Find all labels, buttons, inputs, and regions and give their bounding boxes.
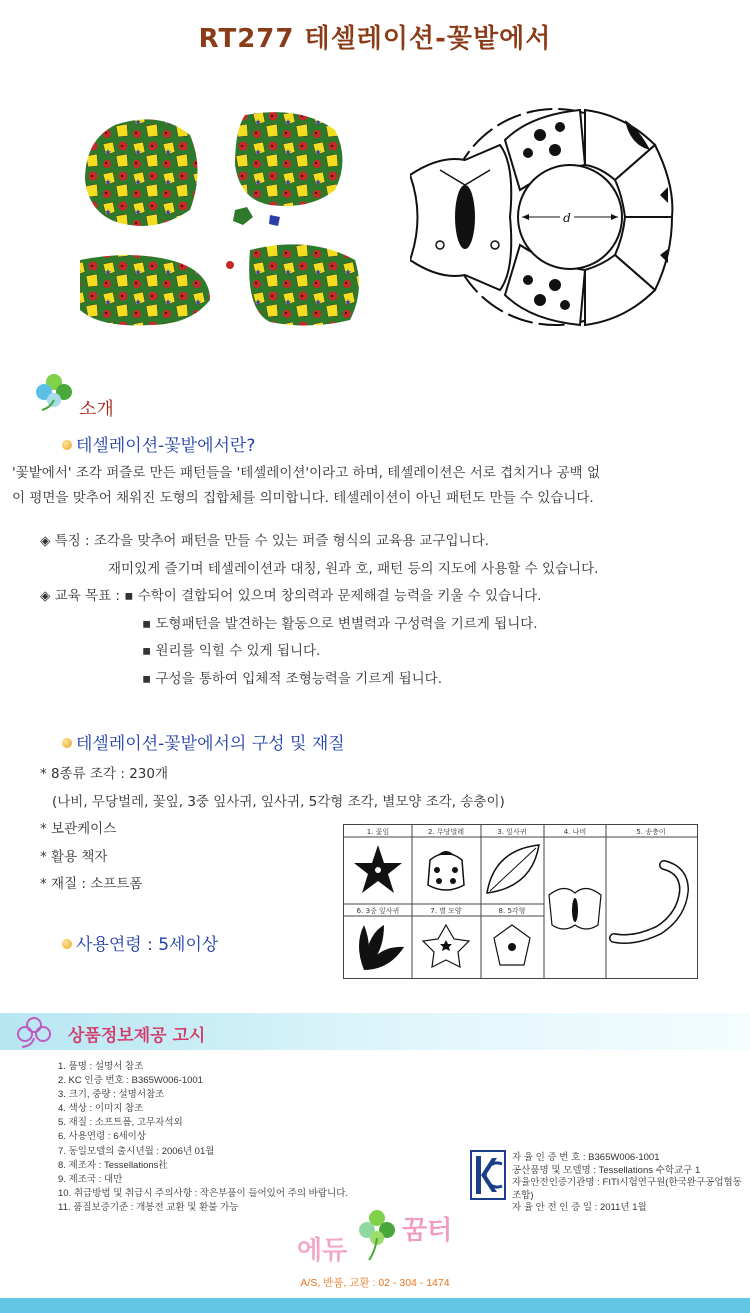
brand-left: 에듀	[297, 1236, 348, 1266]
bullet-icon	[62, 939, 72, 949]
caterpillar-piece-icon	[614, 865, 684, 939]
piece-label: 2. 무당벌레	[428, 828, 464, 836]
bottom-bar	[0, 1298, 750, 1313]
triple-leaf-piece-icon	[359, 925, 404, 970]
intro-what-heading	[62, 431, 255, 456]
composition-item: * 8종류 조각 : 230개	[40, 766, 169, 782]
intro-what-title: 테셀레이션-꽃밭에서란?	[76, 436, 256, 456]
intro-section-title: 소개	[79, 399, 114, 420]
diagram-d-label: d	[563, 211, 571, 225]
ladybug-piece-icon	[428, 851, 464, 890]
composition-heading	[62, 729, 345, 754]
composition-item: * 활용 책자	[40, 848, 108, 865]
flower-piece-icon	[354, 845, 402, 893]
goal-item: ▪ 수학이 결합되어 있으며 창의력과 문제해결 능력을 키울 수 있습니다.	[124, 588, 542, 604]
kc-line: 자 율 안 전 인 증 일 : 2011년 1월	[512, 1202, 647, 1213]
notice-line: 7. 동일모델의 출시년월 : 2006년 01월	[58, 1145, 215, 1157]
composition-item: * 보관케이스	[40, 821, 117, 837]
brand-right: 꿈터	[402, 1216, 453, 1246]
star-piece-icon	[423, 925, 469, 967]
butterfly-piece-icon	[549, 888, 601, 929]
kc-line: 자율안전인증기관명 : FITI시험연구원(한국완구공업협동조합)	[512, 1177, 742, 1201]
piece-label: 4. 나비	[563, 828, 587, 836]
notice-line: 1. 품명 : 설명서 참조	[58, 1061, 144, 1072]
intro-paragraph	[12, 461, 740, 511]
age-row	[62, 930, 218, 955]
feature-line: 재미있게 즐기며 테셀레이션과 대칭, 원과 호, 패턴 등의 지도에 사용할 수 있습니다.	[108, 560, 599, 577]
leaf-piece-icon	[487, 845, 539, 893]
notice-line: 6. 사용연령 : 6세이상	[58, 1131, 147, 1143]
piece-label: 8. 5각형	[498, 907, 526, 915]
notice-line: 3. 크기, 중량 : 설명서참조	[58, 1089, 165, 1101]
piece-label: 5. 송충이	[636, 828, 666, 836]
clover-icon	[14, 1016, 54, 1048]
pentagon-piece-icon	[494, 925, 530, 965]
clover-icon	[32, 372, 76, 412]
notice-line: 8. 제조자 : Tessellations社	[58, 1159, 168, 1171]
kc-line: 자 율 인 증 번 호 : B365W006-1001	[512, 1152, 660, 1163]
contact-line: A/S, 반품, 교환 : 02 - 304 - 1474	[300, 1277, 450, 1289]
piece-label: 1. 꽃잎	[366, 828, 390, 836]
intro-paragraph-line: '꽃밭에서' 조각 퍼즐로 만든 패턴들을 '테셀레이션'이라고 하며, 테셀레이션은 서로 겹치거나 공백 없	[12, 465, 600, 481]
goal-label: ◈ 교육 목표 :	[40, 588, 120, 604]
composition-item: (나비, 무당벌레, 꽃잎, 3중 잎사귀, 잎사귀, 5각형 조각, 별모양 조각, 송충이)	[52, 793, 505, 810]
kc-mark-icon	[470, 1150, 506, 1200]
goal-item: ▪ 구성을 통하여 입체적 조형능력을 기르게 됩니다.	[142, 670, 443, 687]
notice-line: 9. 제조국 : 대만	[58, 1173, 123, 1185]
notice-line: 2. KC 인증 번호 : B365W006-1001	[58, 1075, 203, 1087]
tessellation-ring-diagram	[410, 105, 675, 330]
feature-label: ◈ 특징 :	[40, 533, 90, 549]
goal-block	[40, 584, 740, 694]
kc-info	[512, 1152, 747, 1215]
feature-block	[40, 529, 740, 584]
piece-label: 3. 잎사귀	[497, 828, 527, 836]
notice-line: 4. 색상 : 이미지 참조	[58, 1103, 144, 1115]
piece-label: 6. 3중 잎사귀	[356, 907, 400, 915]
bullet-icon	[62, 738, 72, 748]
page-title: RT277 테셀레이션-꽃밭에서	[198, 24, 552, 54]
age-value: : 5세이상	[147, 935, 219, 955]
notice-list	[58, 1060, 458, 1215]
composition-title: 테셀레이션-꽃밭에서의 구성 및 재질	[76, 734, 345, 754]
tessellation-photo	[70, 110, 370, 330]
notice-line: 11. 품질보증기준 : 개봉전 교환 및 환불 가능	[58, 1201, 239, 1213]
age-label: 사용연령	[76, 935, 142, 955]
piece-label: 7. 별 모양	[430, 907, 462, 915]
notice-line: 10. 취급방법 및 취급시 주의사항 : 작은부품이 들어있어 주의 바랍니다.	[58, 1187, 349, 1199]
intro-paragraph-line: 이 평면을 맞추어 채워진 도형의 집합체를 의미합니다. 테셀레이션이 아닌 패턴도 만들 수 있습니다.	[12, 490, 594, 506]
goal-item: ▪ 도형패턴을 발견하는 활동으로 변별력과 구성력을 기르게 됩니다.	[142, 615, 538, 632]
composition-item: * 재질 : 소프트폼	[40, 876, 143, 892]
kc-line: 공산품명 및 모델명 : Tessellations 수학교구 1	[512, 1164, 701, 1176]
brand-clover-icon	[355, 1208, 399, 1262]
notice-line: 5. 재질 : 소프트폼, 고무자석외	[58, 1117, 183, 1129]
bullet-icon	[62, 440, 72, 450]
pieces-table	[343, 824, 698, 979]
notice-title: 상품정보제공 고시	[68, 1026, 206, 1046]
goal-item: ▪ 원리를 익힐 수 있게 됩니다.	[142, 643, 321, 659]
feature-line: 조각을 맞추어 패턴을 만들 수 있는 퍼즐 형식의 교육용 교구입니다.	[93, 533, 489, 549]
